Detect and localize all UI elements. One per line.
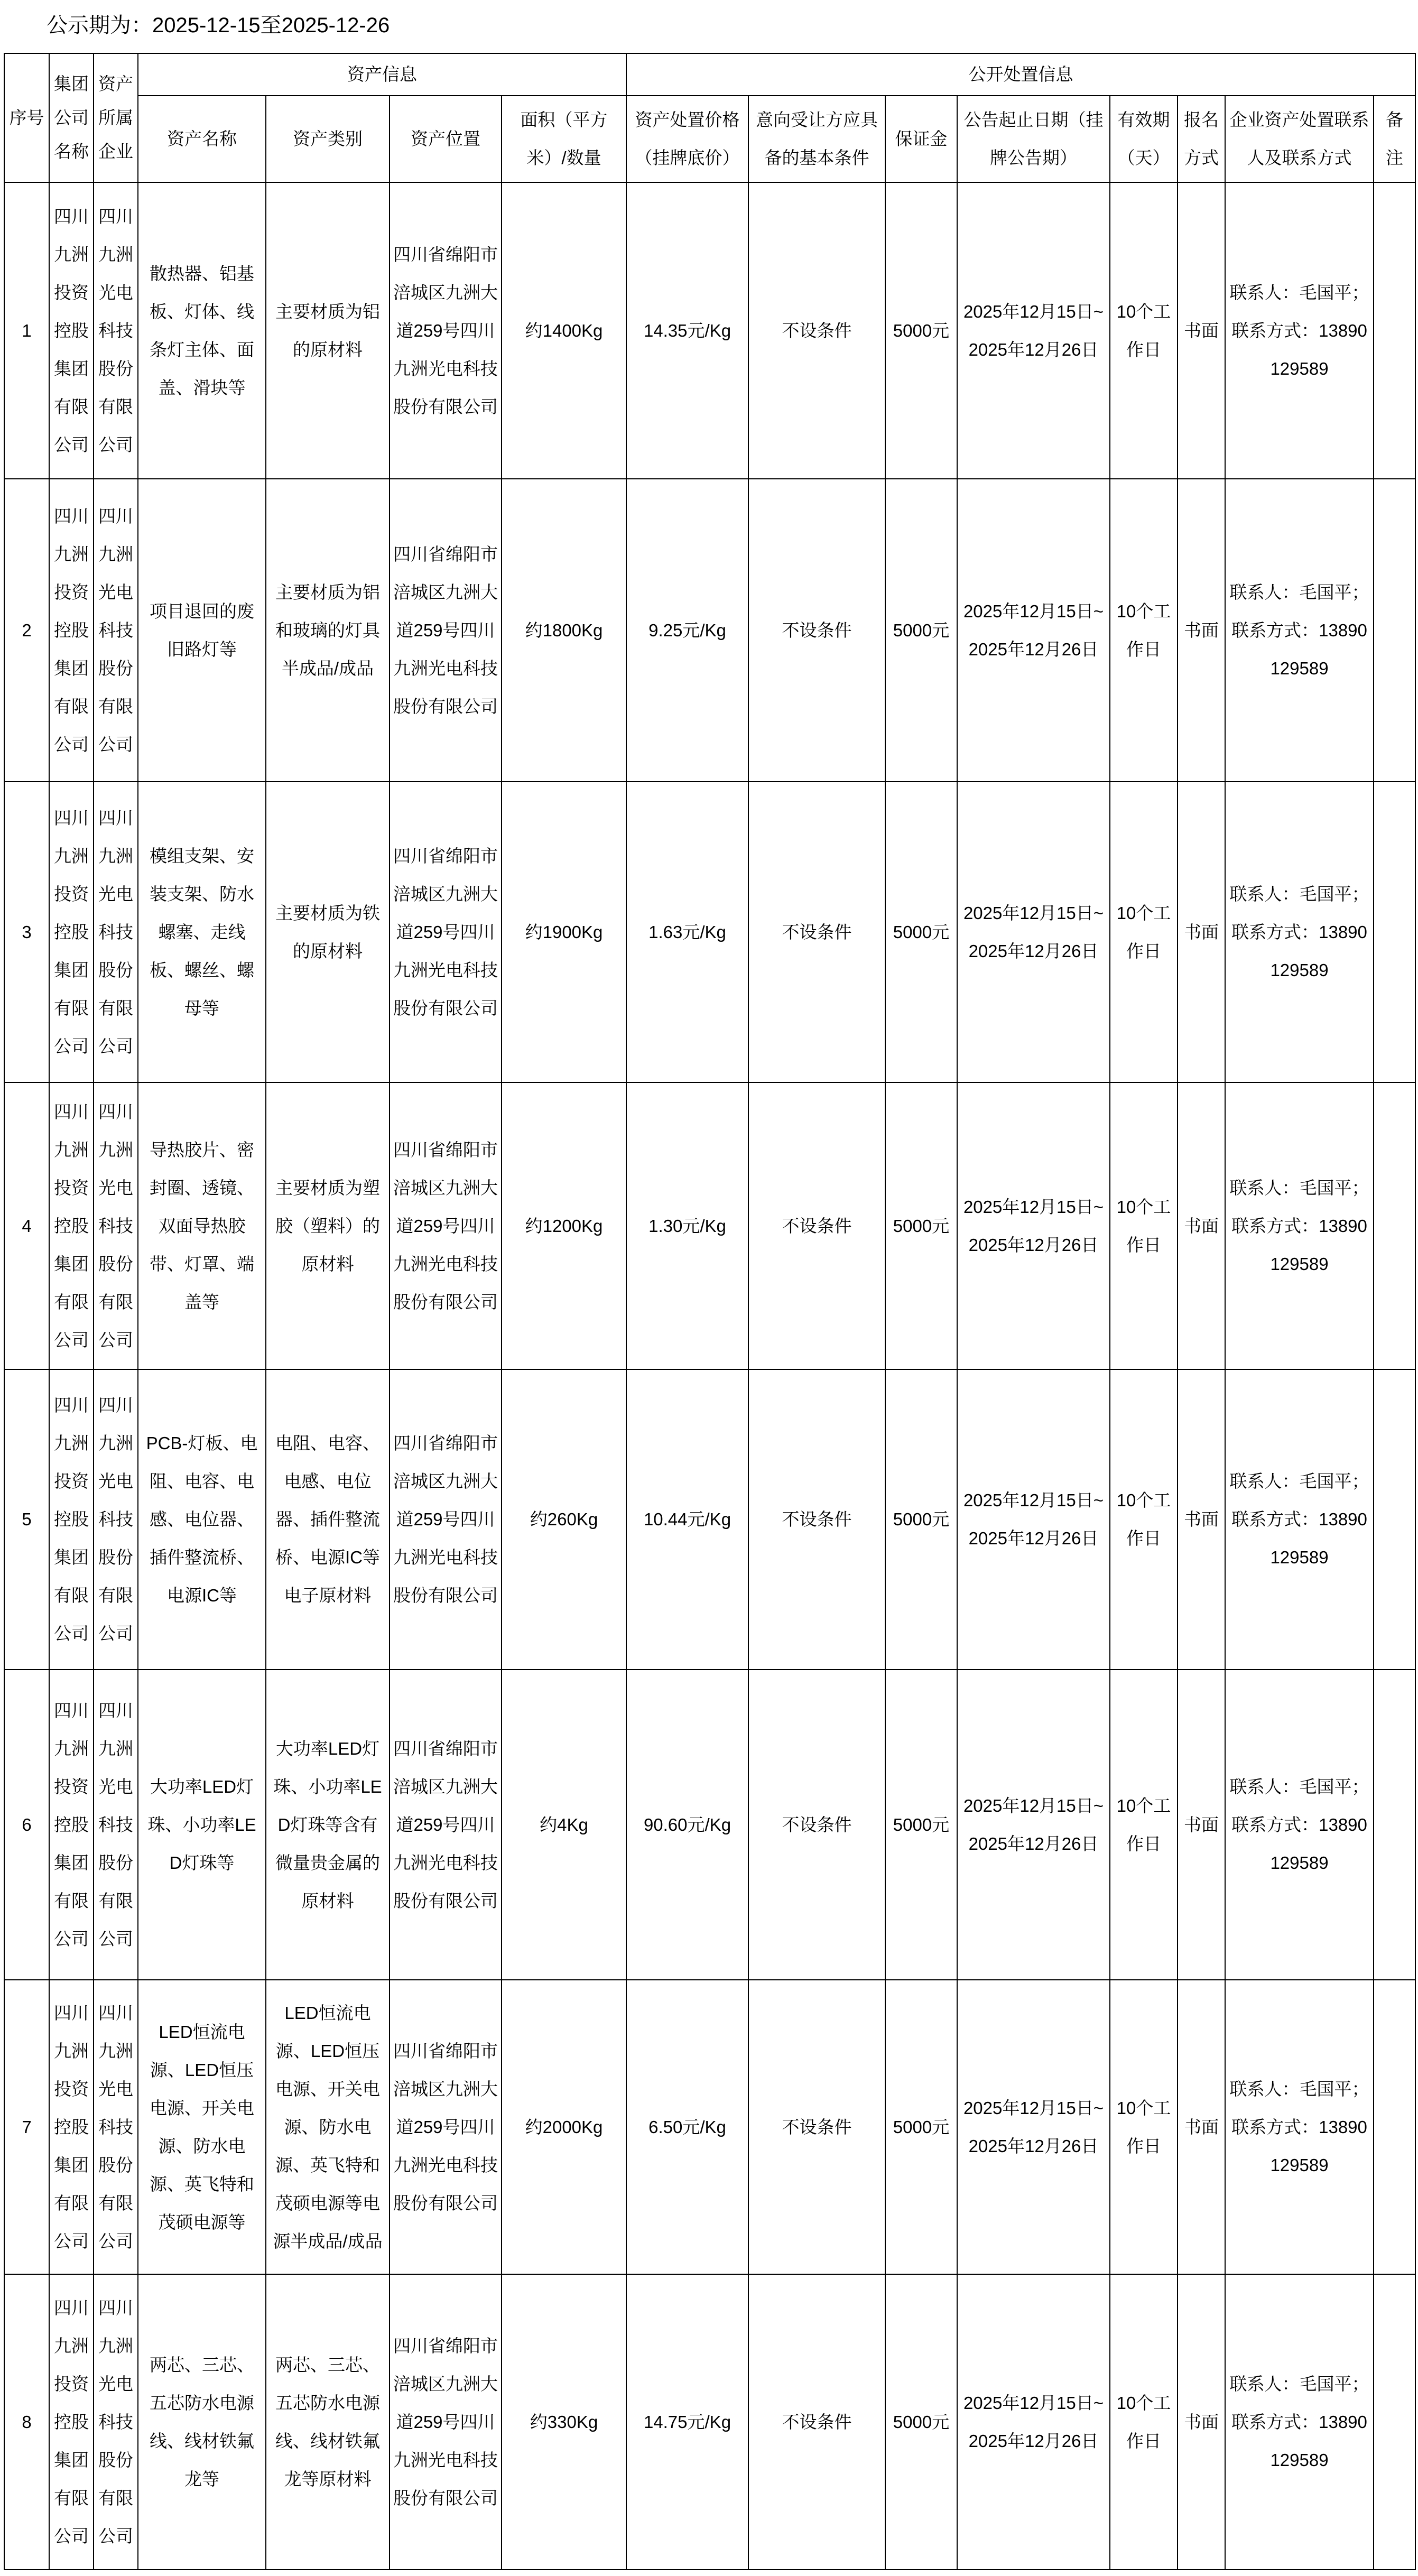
cell-quantity: 约1200Kg [502,1082,626,1369]
cell-deposit: 5000元 [885,2274,957,2570]
publicity-period-title: 公示期为：2025-12-15至2025-12-26 [47,14,390,37]
cell-method: 书面 [1178,182,1225,479]
cell-asset-name: 导热胶片、密封圈、透镜、双面导热胶带、灯罩、端盖等 [138,1082,266,1369]
cell-asset-name: LED恒流电源、LED恒压电源、开关电源、防水电源、英飞特和茂硕电源等 [138,1980,266,2274]
cell-asset-name: 散热器、铝基板、灯体、线条灯主体、面盖、滑块等 [138,182,266,479]
cell-note [1374,1369,1415,1670]
cell-conditions: 不设条件 [748,1980,885,2274]
cell-owner-company: 四川九洲光电科技股份有限公司 [94,2274,138,2570]
col-header-asset-location: 资产位置 [390,96,502,182]
cell-index: 2 [4,479,49,782]
cell-validity: 10个工作日 [1110,1082,1178,1369]
cell-note [1374,1980,1415,2274]
cell-group-company: 四川九洲投资控股集团有限公司 [49,1369,94,1670]
cell-group-company: 四川九洲投资控股集团有限公司 [49,1670,94,1980]
cell-price: 1.63元/Kg [626,782,748,1082]
cell-contact: 联系人：毛国平；联系方式：13890129589 [1225,782,1374,1082]
cell-period: 2025年12月15日~2025年12月26日 [957,1670,1110,1980]
cell-contact: 联系人：毛国平；联系方式：13890129589 [1225,479,1374,782]
cell-asset-location: 四川省绵阳市涪城区九洲大道259号四川九洲光电科技股份有限公司 [390,2274,502,2570]
cell-owner-company: 四川九洲光电科技股份有限公司 [94,1082,138,1369]
cell-index: 8 [4,2274,49,2570]
table-row [4,1980,1415,2274]
cell-index: 4 [4,1082,49,1369]
cell-contact: 联系人：毛国平；联系方式：13890129589 [1225,1670,1374,1980]
cell-period: 2025年12月15日~2025年12月26日 [957,1082,1110,1369]
cell-conditions: 不设条件 [748,1670,885,1980]
cell-owner-company: 四川九洲光电科技股份有限公司 [94,1369,138,1670]
col-header-asset-name: 资产名称 [138,96,266,182]
cell-asset-location: 四川省绵阳市涪城区九洲大道259号四川九洲光电科技股份有限公司 [390,1369,502,1670]
cell-method: 书面 [1178,479,1225,782]
col-header-group-company: 集团公司名称 [49,53,94,182]
col-header-validity: 有效期（天） [1110,96,1178,182]
cell-period: 2025年12月15日~2025年12月26日 [957,2274,1110,2570]
col-header-price: 资产处置价格（挂牌底价） [626,96,748,182]
cell-price: 90.60元/Kg [626,1670,748,1980]
cell-price: 6.50元/Kg [626,1980,748,2274]
cell-validity: 10个工作日 [1110,2274,1178,2570]
cell-deposit: 5000元 [885,1670,957,1980]
cell-index: 6 [4,1670,49,1980]
cell-validity: 10个工作日 [1110,1980,1178,2274]
col-header-period: 公告起止日期（挂牌公告期） [957,96,1110,182]
cell-asset-name: 两芯、三芯、五芯防水电源线、线材铁氟龙等 [138,2274,266,2570]
cell-contact: 联系人：毛国平；联系方式：13890129589 [1225,182,1374,479]
cell-asset-category: 主要材质为铝和玻璃的灯具半成品/成品 [266,479,390,782]
col-header-contact: 企业资产处置联系人及联系方式 [1225,96,1374,182]
cell-quantity: 约1400Kg [502,182,626,479]
cell-validity: 10个工作日 [1110,1369,1178,1670]
cell-conditions: 不设条件 [748,182,885,479]
cell-asset-location: 四川省绵阳市涪城区九洲大道259号四川九洲光电科技股份有限公司 [390,1670,502,1980]
cell-method: 书面 [1178,1670,1225,1980]
cell-method: 书面 [1178,2274,1225,2570]
cell-group-company: 四川九洲投资控股集团有限公司 [49,782,94,1082]
cell-conditions: 不设条件 [748,479,885,782]
cell-deposit: 5000元 [885,1980,957,2274]
cell-price: 10.44元/Kg [626,1369,748,1670]
cell-method: 书面 [1178,1369,1225,1670]
cell-conditions: 不设条件 [748,1369,885,1670]
cell-price: 14.75元/Kg [626,2274,748,2570]
table-row [4,479,1415,782]
cell-quantity: 约2000Kg [502,1980,626,2274]
col-header-deposit: 保证金 [885,96,957,182]
cell-owner-company: 四川九洲光电科技股份有限公司 [94,1670,138,1980]
cell-asset-location: 四川省绵阳市涪城区九洲大道259号四川九洲光电科技股份有限公司 [390,479,502,782]
cell-method: 书面 [1178,1980,1225,2274]
cell-price: 14.35元/Kg [626,182,748,479]
cell-contact: 联系人：毛国平；联系方式：13890129589 [1225,2274,1374,2570]
cell-deposit: 5000元 [885,1082,957,1369]
table-row [4,1670,1415,1980]
cell-conditions: 不设条件 [748,1082,885,1369]
cell-validity: 10个工作日 [1110,1670,1178,1980]
cell-note [1374,479,1415,782]
cell-note [1374,2274,1415,2570]
cell-period: 2025年12月15日~2025年12月26日 [957,782,1110,1082]
cell-asset-name: 模组支架、安装支架、防水螺塞、走线板、螺丝、螺母等 [138,782,266,1082]
cell-asset-location: 四川省绵阳市涪城区九洲大道259号四川九洲光电科技股份有限公司 [390,1980,502,2274]
cell-asset-category: 两芯、三芯、五芯防水电源线、线材铁氟龙等原材料 [266,2274,390,2570]
cell-index: 7 [4,1980,49,2274]
cell-owner-company: 四川九洲光电科技股份有限公司 [94,782,138,1082]
cell-asset-category: LED恒流电源、LED恒压电源、开关电源、防水电源、英飞特和茂硕电源等电源半成品/成品 [266,1980,390,2274]
cell-group-company: 四川九洲投资控股集团有限公司 [49,182,94,479]
table-body [4,182,1415,2570]
cell-asset-category: 电阻、电容、电感、电位器、插件整流桥、电源IC等电子原材料 [266,1369,390,1670]
cell-group-company: 四川九洲投资控股集团有限公司 [49,2274,94,2570]
cell-price: 9.25元/Kg [626,479,748,782]
cell-validity: 10个工作日 [1110,479,1178,782]
cell-validity: 10个工作日 [1110,782,1178,1082]
cell-deposit: 5000元 [885,1369,957,1670]
cell-period: 2025年12月15日~2025年12月26日 [957,1980,1110,2274]
cell-method: 书面 [1178,782,1225,1082]
cell-group-company: 四川九洲投资控股集团有限公司 [49,479,94,782]
cell-index: 1 [4,182,49,479]
table-header [4,53,1415,182]
cell-contact: 联系人：毛国平；联系方式：13890129589 [1225,1369,1374,1670]
cell-asset-name: 项目退回的废旧路灯等 [138,479,266,782]
cell-conditions: 不设条件 [748,2274,885,2570]
cell-quantity: 约260Kg [502,1369,626,1670]
cell-asset-location: 四川省绵阳市涪城区九洲大道259号四川九洲光电科技股份有限公司 [390,782,502,1082]
cell-owner-company: 四川九洲光电科技股份有限公司 [94,182,138,479]
col-header-asset-category: 资产类别 [266,96,390,182]
cell-owner-company: 四川九洲光电科技股份有限公司 [94,479,138,782]
cell-note [1374,1670,1415,1980]
cell-validity: 10个工作日 [1110,182,1178,479]
col-header-conditions: 意向受让方应具备的基本条件 [748,96,885,182]
group-header-asset-info: 资产信息 [138,53,626,96]
cell-quantity: 约1800Kg [502,479,626,782]
col-header-serial: 序号 [4,53,49,182]
table-row [4,1369,1415,1670]
table-row [4,1082,1415,1369]
table-row [4,182,1415,479]
group-header-disposal-info: 公开处置信息 [626,53,1415,96]
cell-contact: 联系人：毛国平；联系方式：13890129589 [1225,1980,1374,2274]
table-row [4,2274,1415,2570]
cell-quantity: 约1900Kg [502,782,626,1082]
cell-note [1374,782,1415,1082]
col-header-note: 备注 [1374,96,1415,182]
cell-index: 5 [4,1369,49,1670]
cell-asset-location: 四川省绵阳市涪城区九洲大道259号四川九洲光电科技股份有限公司 [390,1082,502,1369]
cell-period: 2025年12月15日~2025年12月26日 [957,479,1110,782]
col-header-method: 报名方式 [1178,96,1225,182]
cell-group-company: 四川九洲投资控股集团有限公司 [49,1082,94,1369]
cell-quantity: 约330Kg [502,2274,626,2570]
cell-deposit: 5000元 [885,782,957,1082]
cell-asset-category: 主要材质为铝的原材料 [266,182,390,479]
cell-note [1374,1082,1415,1369]
cell-period: 2025年12月15日~2025年12月26日 [957,182,1110,479]
col-header-owner-company: 资产所属企业 [94,53,138,182]
cell-deposit: 5000元 [885,182,957,479]
col-header-quantity: 面积（平方米）/数量 [502,96,626,182]
cell-method: 书面 [1178,1082,1225,1369]
cell-asset-category: 主要材质为铁的原材料 [266,782,390,1082]
cell-note [1374,182,1415,479]
cell-owner-company: 四川九洲光电科技股份有限公司 [94,1980,138,2274]
cell-group-company: 四川九洲投资控股集团有限公司 [49,1980,94,2274]
cell-asset-location: 四川省绵阳市涪城区九洲大道259号四川九洲光电科技股份有限公司 [390,182,502,479]
cell-index: 3 [4,782,49,1082]
cell-contact: 联系人：毛国平；联系方式：13890129589 [1225,1082,1374,1369]
cell-price: 1.30元/Kg [626,1082,748,1369]
cell-period: 2025年12月15日~2025年12月26日 [957,1369,1110,1670]
cell-conditions: 不设条件 [748,782,885,1082]
cell-asset-category: 主要材质为塑胶（塑料）的原材料 [266,1082,390,1369]
cell-asset-category: 大功率LED灯珠、小功率LED灯珠等含有微量贵金属的原材料 [266,1670,390,1980]
cell-asset-name: PCB-灯板、电阻、电容、电感、电位器、插件整流桥、电源IC等 [138,1369,266,1670]
cell-quantity: 约4Kg [502,1670,626,1980]
asset-disposal-table [4,53,1416,2570]
table-row [4,782,1415,1082]
cell-asset-name: 大功率LED灯珠、小功率LED灯珠等 [138,1670,266,1980]
cell-deposit: 5000元 [885,479,957,782]
